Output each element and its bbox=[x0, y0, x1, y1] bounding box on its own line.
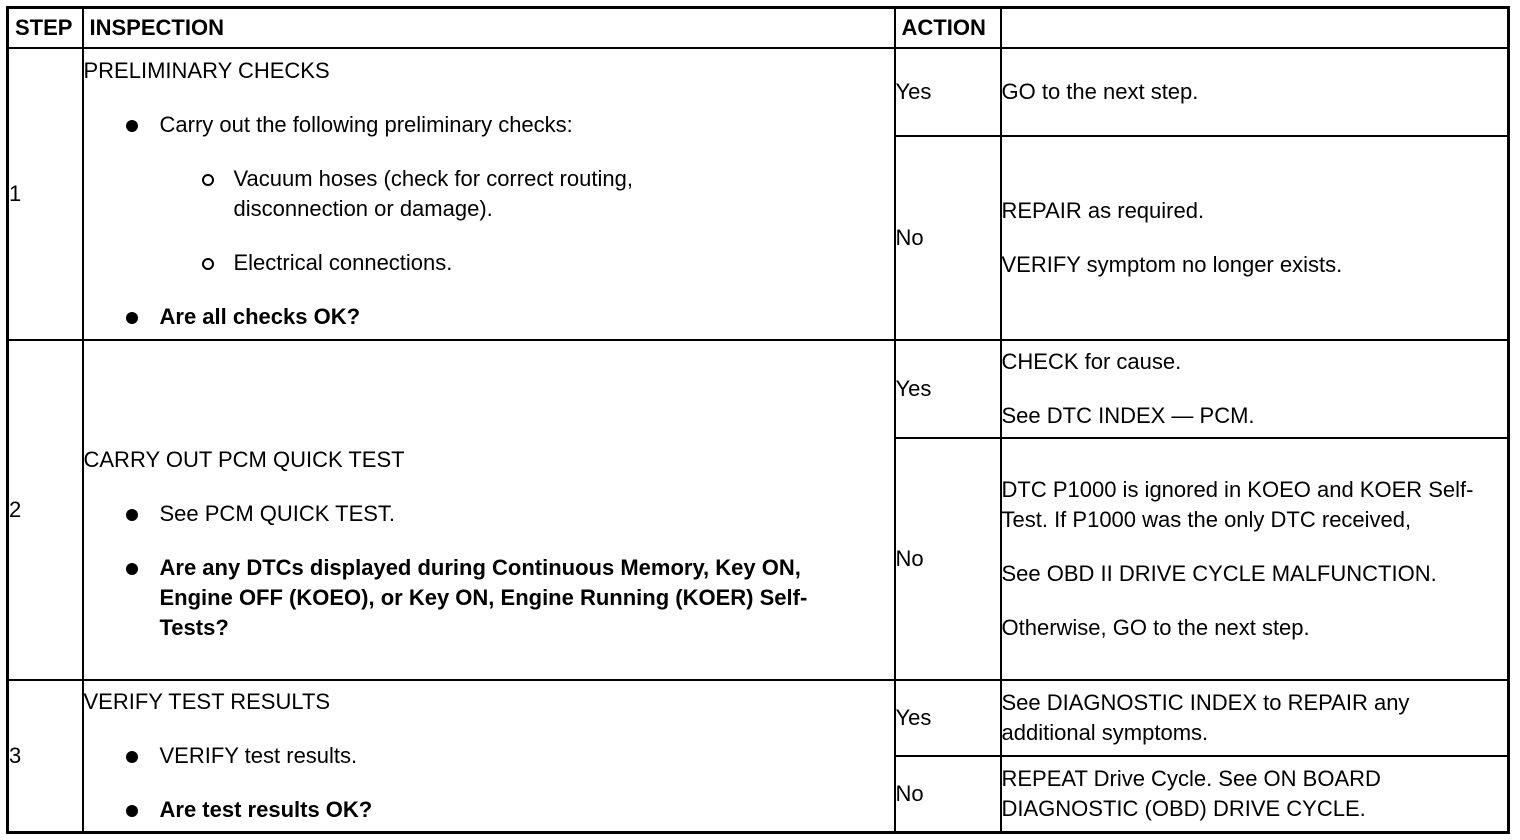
yes-action: CHECK for cause. See DTC INDEX — PCM. bbox=[1001, 340, 1509, 438]
bullet-icon bbox=[126, 805, 138, 817]
step-number: 2 bbox=[8, 340, 83, 680]
yes-action: GO to the next step. bbox=[1001, 48, 1509, 136]
yes-label: Yes bbox=[895, 340, 1001, 438]
bullet-item: Carry out the following preliminary checks: bbox=[84, 110, 894, 140]
header-inspection: INSPECTION bbox=[83, 8, 895, 49]
sub-bullet-item: Electrical connections. bbox=[84, 248, 894, 278]
yes-label: Yes bbox=[895, 48, 1001, 136]
circle-bullet-icon bbox=[202, 258, 214, 270]
header-result bbox=[1001, 8, 1509, 49]
diagnostic-table bbox=[6, 6, 1510, 834]
header-step: STEP bbox=[8, 8, 83, 49]
circle-bullet-icon bbox=[202, 174, 214, 186]
bullet-icon bbox=[126, 751, 138, 763]
step-number: 3 bbox=[8, 680, 83, 832]
no-label: No bbox=[895, 756, 1001, 832]
inspection-cell bbox=[83, 680, 895, 832]
bullet-item: See PCM QUICK TEST. bbox=[84, 499, 894, 529]
yes-label: Yes bbox=[895, 680, 1001, 756]
bullet-icon bbox=[126, 312, 138, 324]
table-row bbox=[8, 680, 1509, 756]
no-action: REPAIR as required. VERIFY symptom no longer exists. bbox=[1001, 136, 1509, 340]
bullet-icon bbox=[126, 509, 138, 521]
inspection-title: CARRY OUT PCM QUICK TEST bbox=[83, 447, 405, 473]
header-row bbox=[8, 8, 1509, 49]
no-action: DTC P1000 is ignored in KOEO and KOER Self-Test. If P1000 was the only DTC received, See OBD II DRIVE CYCLE MALFUNCTION. Otherwise, GO to the next step. bbox=[1001, 438, 1509, 680]
inspection-title: PRELIMINARY CHECKS bbox=[83, 58, 330, 84]
question-item: Are all checks OK? bbox=[84, 302, 894, 332]
bullet-item: VERIFY test results. bbox=[84, 741, 894, 771]
inspection-cell bbox=[83, 48, 895, 340]
table-row bbox=[8, 48, 1509, 136]
bullet-icon bbox=[126, 120, 138, 132]
question-item: Are test results OK? bbox=[84, 795, 894, 825]
header-action: ACTION bbox=[895, 8, 1001, 49]
inspection-title: VERIFY TEST RESULTS bbox=[83, 689, 331, 715]
yes-action: See DIAGNOSTIC INDEX to REPAIR any additional symptoms. bbox=[1001, 680, 1509, 756]
no-label: No bbox=[895, 438, 1001, 680]
step-number: 1 bbox=[8, 48, 83, 340]
no-action: REPEAT Drive Cycle. See ON BOARD DIAGNOSTIC (OBD) DRIVE CYCLE. bbox=[1001, 756, 1509, 832]
table-row bbox=[8, 340, 1509, 438]
inspection-cell bbox=[83, 340, 895, 680]
bullet-icon bbox=[126, 563, 138, 575]
no-label: No bbox=[895, 136, 1001, 340]
sub-bullet-item: Vacuum hoses (check for correct routing, disconnection or damage). bbox=[84, 164, 894, 224]
question-item: Are any DTCs displayed during Continuous Memory, Key ON, Engine OFF (KOEO), or Key ON, Engine Running (KOER) Self-Tests? bbox=[84, 553, 894, 643]
